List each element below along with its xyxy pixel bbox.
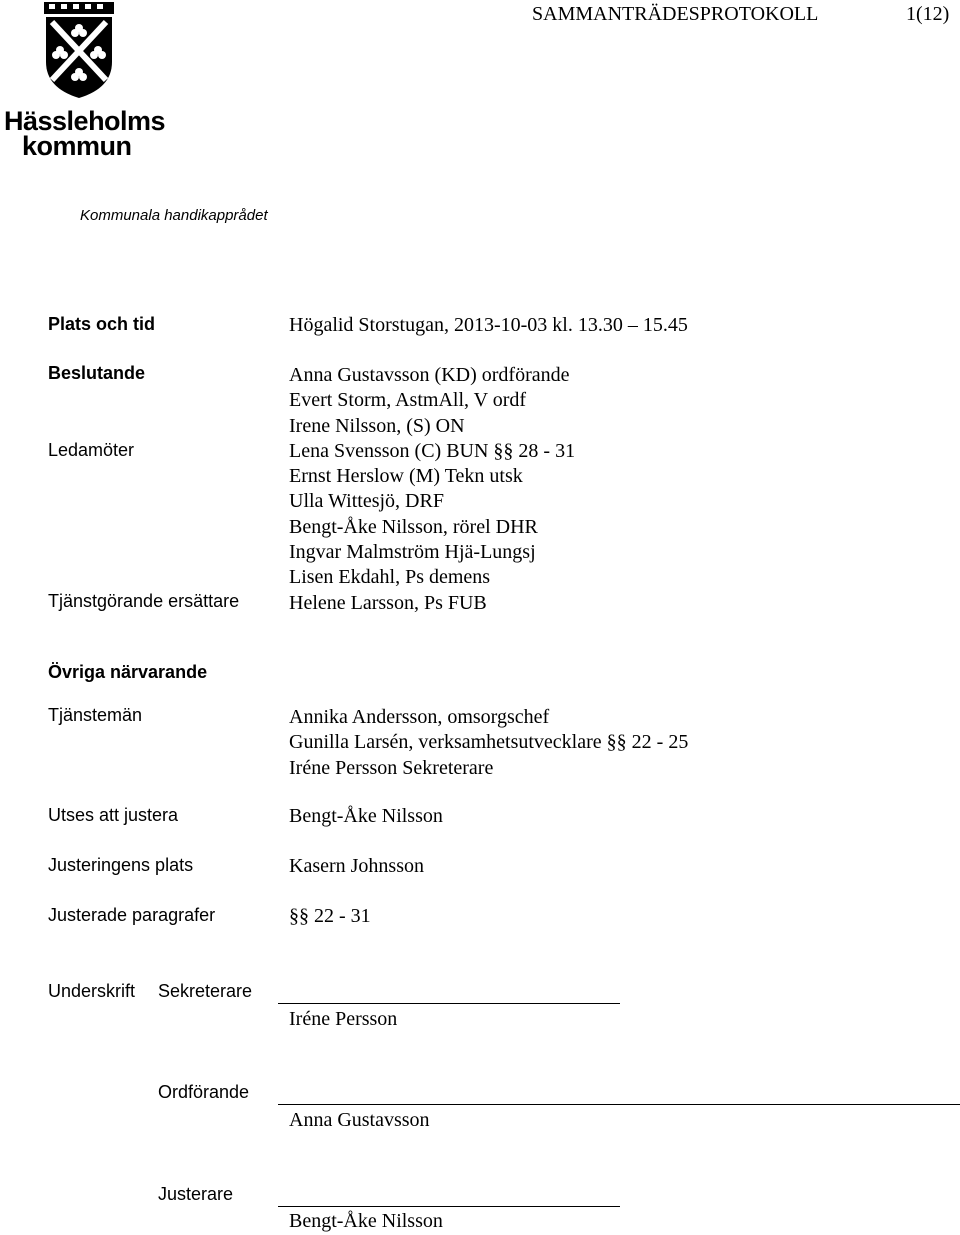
sekreterare-signature-line [278, 1003, 620, 1004]
member-item: Ingvar Malmström Hjä-Lungsj [289, 541, 536, 564]
ordforande-label: Ordförande [158, 1082, 250, 1102]
paragrafer-value: §§ 22 - 31 [289, 905, 371, 927]
ersattare-label: Tjänstgörande ersättare [48, 591, 240, 611]
page-number: 1(12) [906, 3, 950, 25]
ordforande-name: Anna Gustavsson [289, 1109, 430, 1131]
logo-name-line2: kommun [22, 131, 132, 161]
justera-label: Utses att justera [48, 805, 179, 825]
justerare-label: Justerare [158, 1184, 234, 1204]
justera-value: Bengt-Åke Nilsson [289, 805, 443, 827]
document-type: SAMMANTRÄDESPROTOKOLL [532, 3, 819, 25]
member-item: Helene Larsson, Ps FUB [289, 591, 487, 614]
tjansteman-label: Tjänstemän [48, 705, 143, 725]
beslutande-label: Beslutande [48, 363, 146, 383]
members-list [289, 363, 575, 616]
logo-name-line1: Hässleholms [4, 106, 166, 136]
justeringens-plats-value: Kasern Johnsson [289, 855, 424, 877]
paragrafer-label: Justerade paragrafer [48, 905, 216, 925]
official-item: Annika Andersson, omsorgschef [289, 706, 550, 728]
member-item: Bengt-Åke Nilsson, rörel DHR [289, 515, 538, 538]
sekreterare-label: Sekreterare [158, 981, 253, 1001]
member-item: Lisen Ekdahl, Ps demens [289, 566, 491, 589]
committee-name: Kommunala handikapprådet [80, 207, 268, 224]
member-item: Lena Svensson (C) BUN §§ 28 - 31 [289, 439, 576, 462]
official-item: Gunilla Larsén, verksamhetsutvecklare §§ 22 - 25 [289, 731, 689, 754]
member-item: Ernst Herslow (M) Tekn utsk [289, 465, 523, 488]
member-item: Ulla Wittesjö, DRF [289, 490, 444, 513]
underskrift-label: Underskrift [48, 981, 136, 1001]
member-item: Evert Storm, AstmAll, V ordf [289, 389, 527, 412]
others-heading: Övriga närvarande [48, 662, 208, 682]
plats-value: Högalid Storstugan, 2013-10-03 kl. 13.30 – 15.45 [289, 314, 688, 336]
justerare-signature-line [278, 1206, 620, 1207]
member-item: Irene Nilsson, (S) ON [289, 414, 465, 437]
official-item: Iréne Persson Sekreterare [289, 756, 494, 779]
sekreterare-name: Iréne Persson [289, 1008, 398, 1030]
plats-label: Plats och tid [48, 314, 156, 334]
coat-of-arms-icon [40, 0, 120, 100]
ledamoter-label: Ledamöter [48, 440, 135, 460]
ordforande-signature-line [278, 1104, 960, 1105]
tjansteman-list [289, 705, 688, 781]
justerare-name: Bengt-Åke Nilsson [289, 1210, 443, 1232]
justeringens-plats-label: Justeringens plats [48, 855, 194, 875]
member-item: Anna Gustavsson (KD) ordförande [289, 364, 570, 386]
municipality-logo [4, 0, 164, 160]
